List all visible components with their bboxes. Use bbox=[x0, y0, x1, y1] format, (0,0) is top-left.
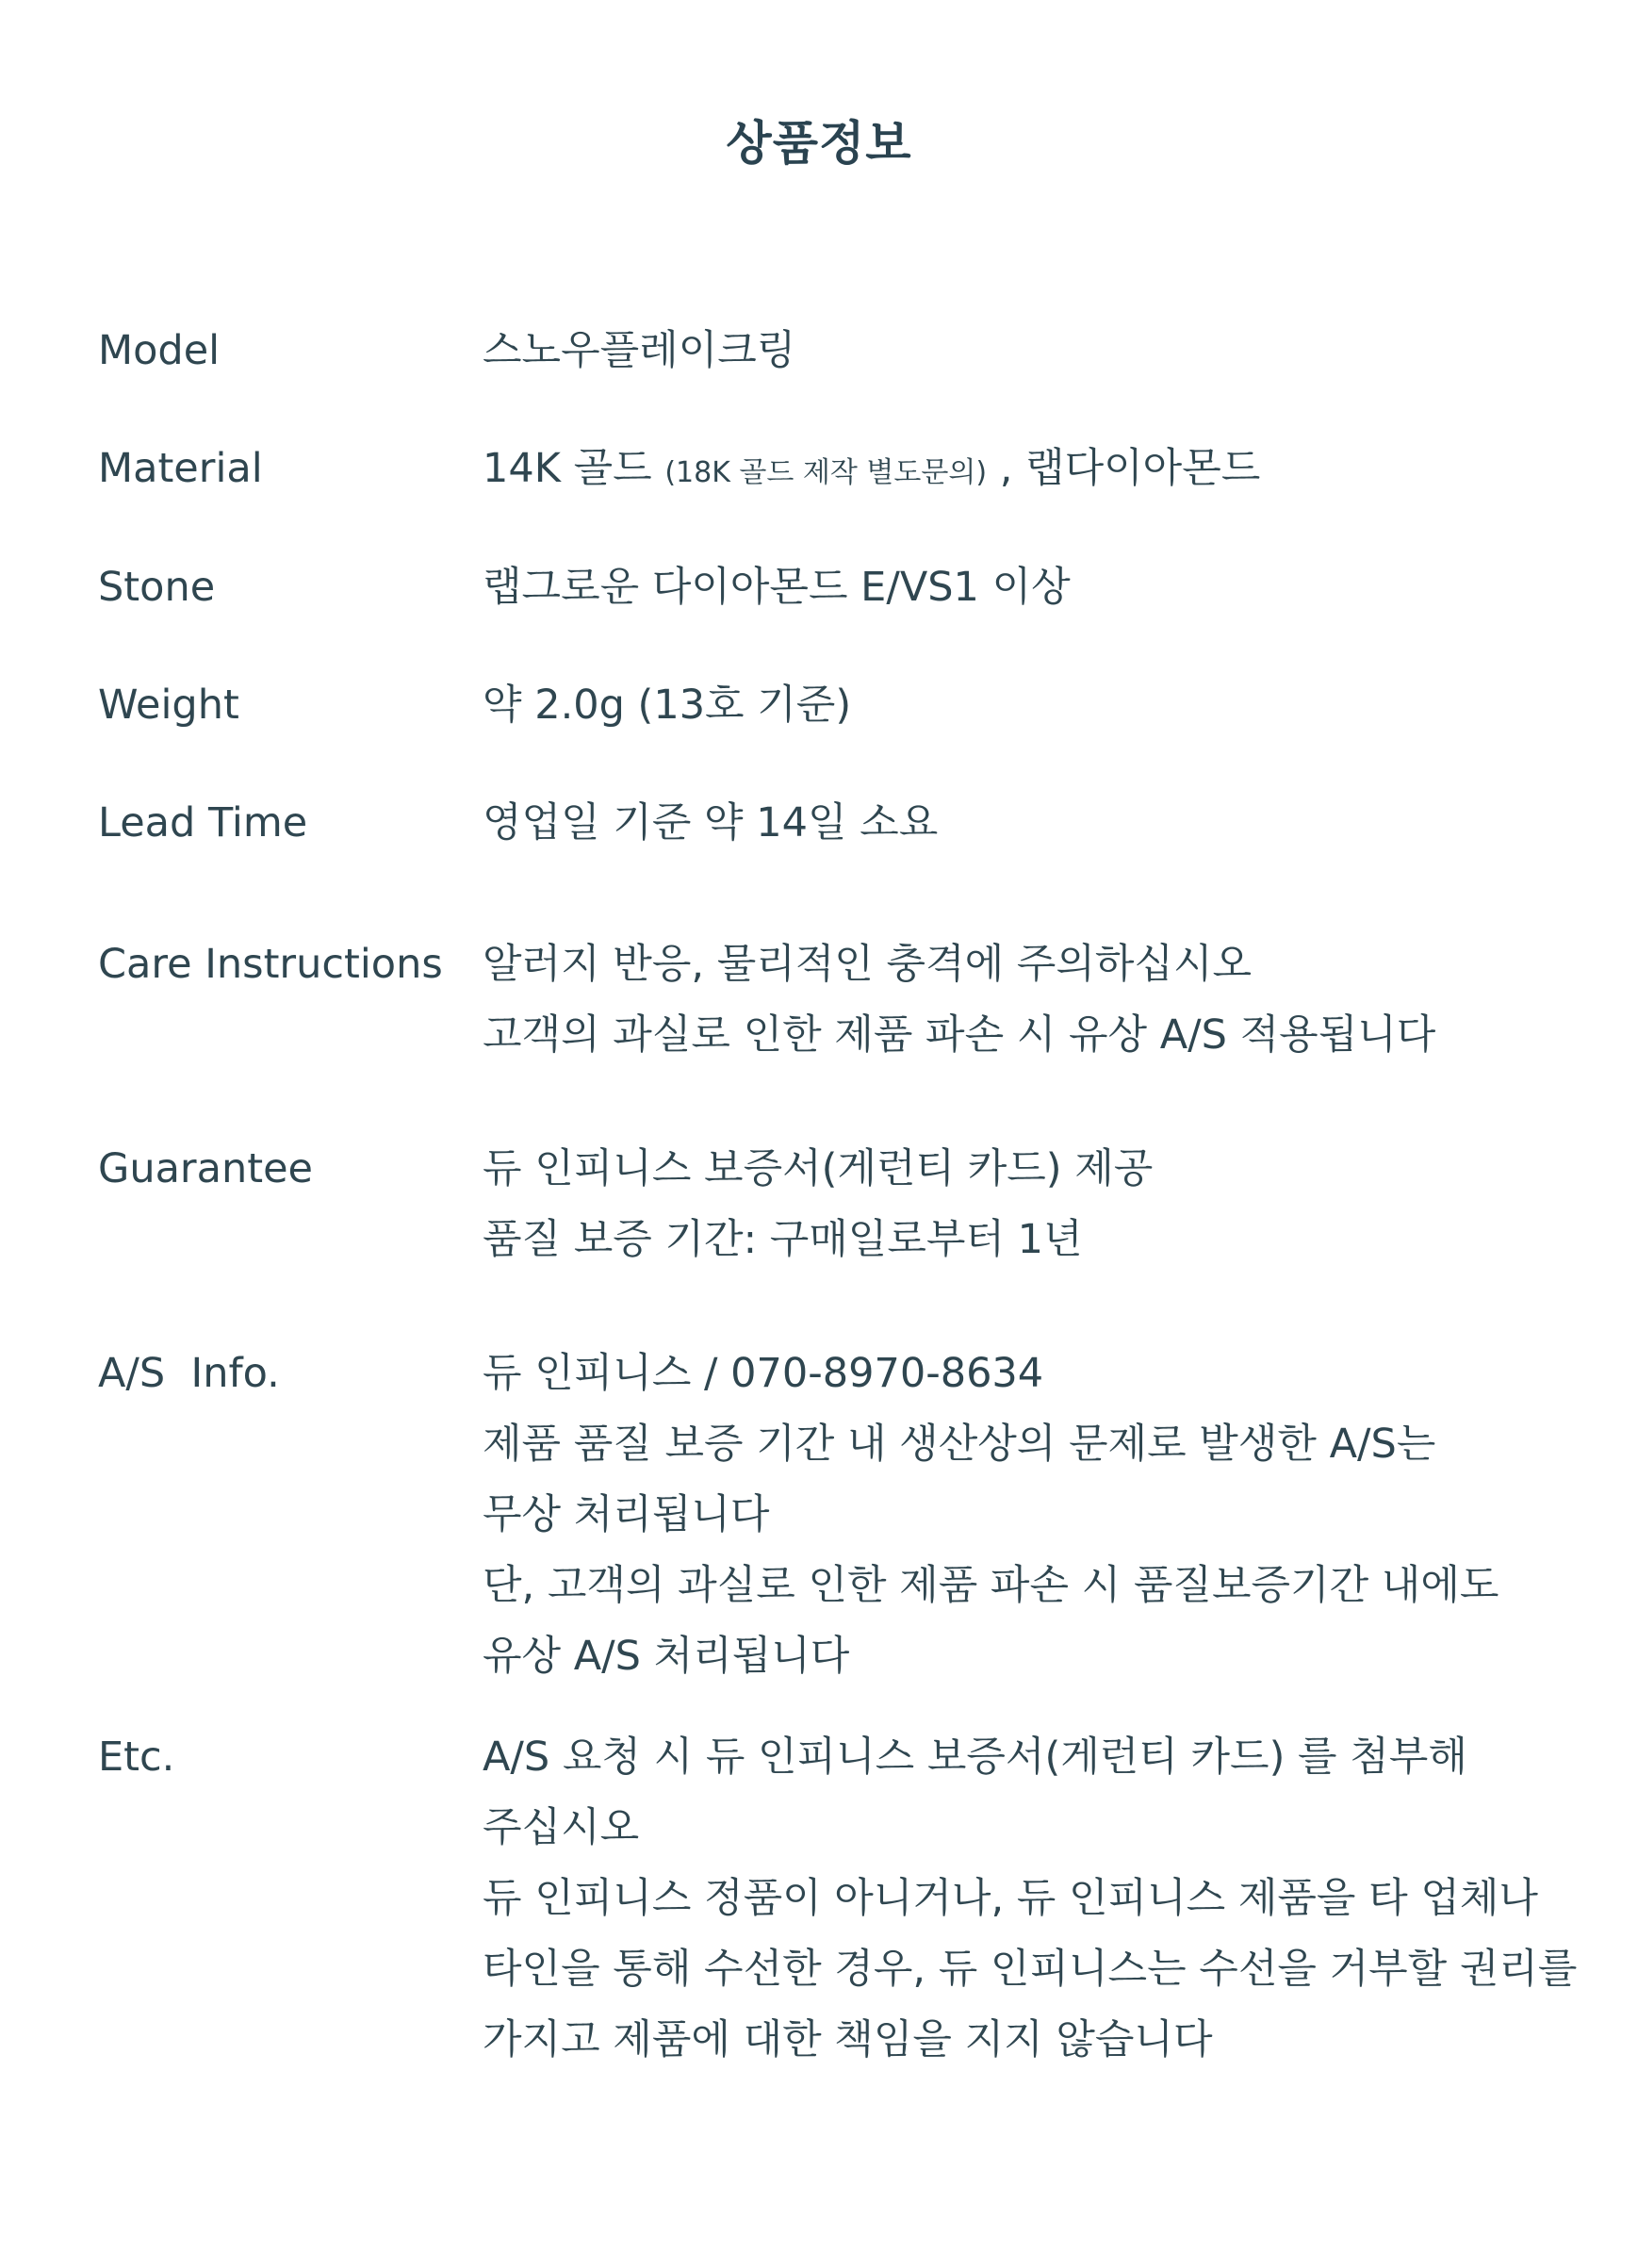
value-line: 듀 인피니스 / 070-8970-8634 bbox=[483, 1350, 1044, 1397]
row-value bbox=[483, 1134, 1153, 1275]
row-value bbox=[483, 1339, 1499, 1692]
value-line: 영업일 기준 약 14일 소요 bbox=[483, 799, 939, 846]
value-line: 단, 고객의 과실로 인한 제품 파손 시 품질보증기간 내에도 bbox=[483, 1562, 1499, 1609]
value-line: 유상 A/S 처리됩니다 bbox=[483, 1633, 850, 1680]
value-line: A/S 요청 시 듀 인피니스 보증서(게런티 카드) 를 첨부해 bbox=[483, 1734, 1467, 1781]
value-line: 스노우플레이크링 bbox=[483, 327, 796, 374]
row-label: Material bbox=[98, 445, 263, 492]
row-value bbox=[483, 1722, 1577, 2076]
value-line: 랩그로운 다이아몬드 E/VS1 이상 bbox=[483, 564, 1071, 611]
row-label: Guarantee bbox=[98, 1145, 313, 1192]
value-line: 약 2.0g (13호 기준) bbox=[483, 682, 852, 729]
value-line: 듀 인피니스 보증서(게런티 카드) 제공 bbox=[483, 1145, 1154, 1192]
row-value bbox=[483, 434, 1260, 504]
row-label: Etc. bbox=[98, 1734, 175, 1781]
value-line: 고객의 과실로 인한 제품 파손 시 유상 A/S 적용됩니다 bbox=[483, 1011, 1436, 1059]
value-line: 가지고 제품에 대한 책임을 지지 않습니다 bbox=[483, 2016, 1213, 2063]
row-value bbox=[483, 670, 851, 741]
row-label: A/S Info. bbox=[98, 1350, 280, 1397]
material-tail: , 랩다이아몬드 bbox=[999, 445, 1261, 492]
value-line: 무상 처리됩니다 bbox=[483, 1491, 770, 1538]
value-line: 주십시오 bbox=[483, 1804, 640, 1851]
material-main: 14K 골드 bbox=[483, 445, 652, 492]
page-title: 상품정보 bbox=[726, 116, 912, 171]
row-value bbox=[483, 552, 1071, 623]
row-value bbox=[483, 929, 1435, 1071]
value-line: 제품 품질 보증 기간 내 생산상의 문제로 발생한 A/S는 bbox=[483, 1421, 1436, 1468]
row-label: Model bbox=[98, 327, 221, 374]
row-value bbox=[483, 788, 938, 859]
value-line: 타인을 통해 수선한 경우, 듀 인피니스는 수선을 거부할 권리를 bbox=[483, 1946, 1578, 1993]
value-line bbox=[483, 434, 1260, 504]
value-line: 알러지 반응, 물리적인 충격에 주의하십시오 bbox=[483, 941, 1253, 988]
material-note: (18K 골드 제작 별도문의) bbox=[664, 456, 988, 489]
row-value bbox=[483, 316, 795, 386]
value-line: 품질 보증 기간: 구매일로부터 1년 bbox=[483, 1216, 1083, 1263]
value-line: 듀 인피니스 정품이 아니거나, 듀 인피니스 제품을 타 업체나 bbox=[483, 1875, 1538, 1922]
row-label: Stone bbox=[98, 564, 216, 611]
row-label: Weight bbox=[98, 682, 239, 729]
row-label: Lead Time bbox=[98, 799, 308, 846]
row-label: Care Instructions bbox=[98, 941, 443, 988]
